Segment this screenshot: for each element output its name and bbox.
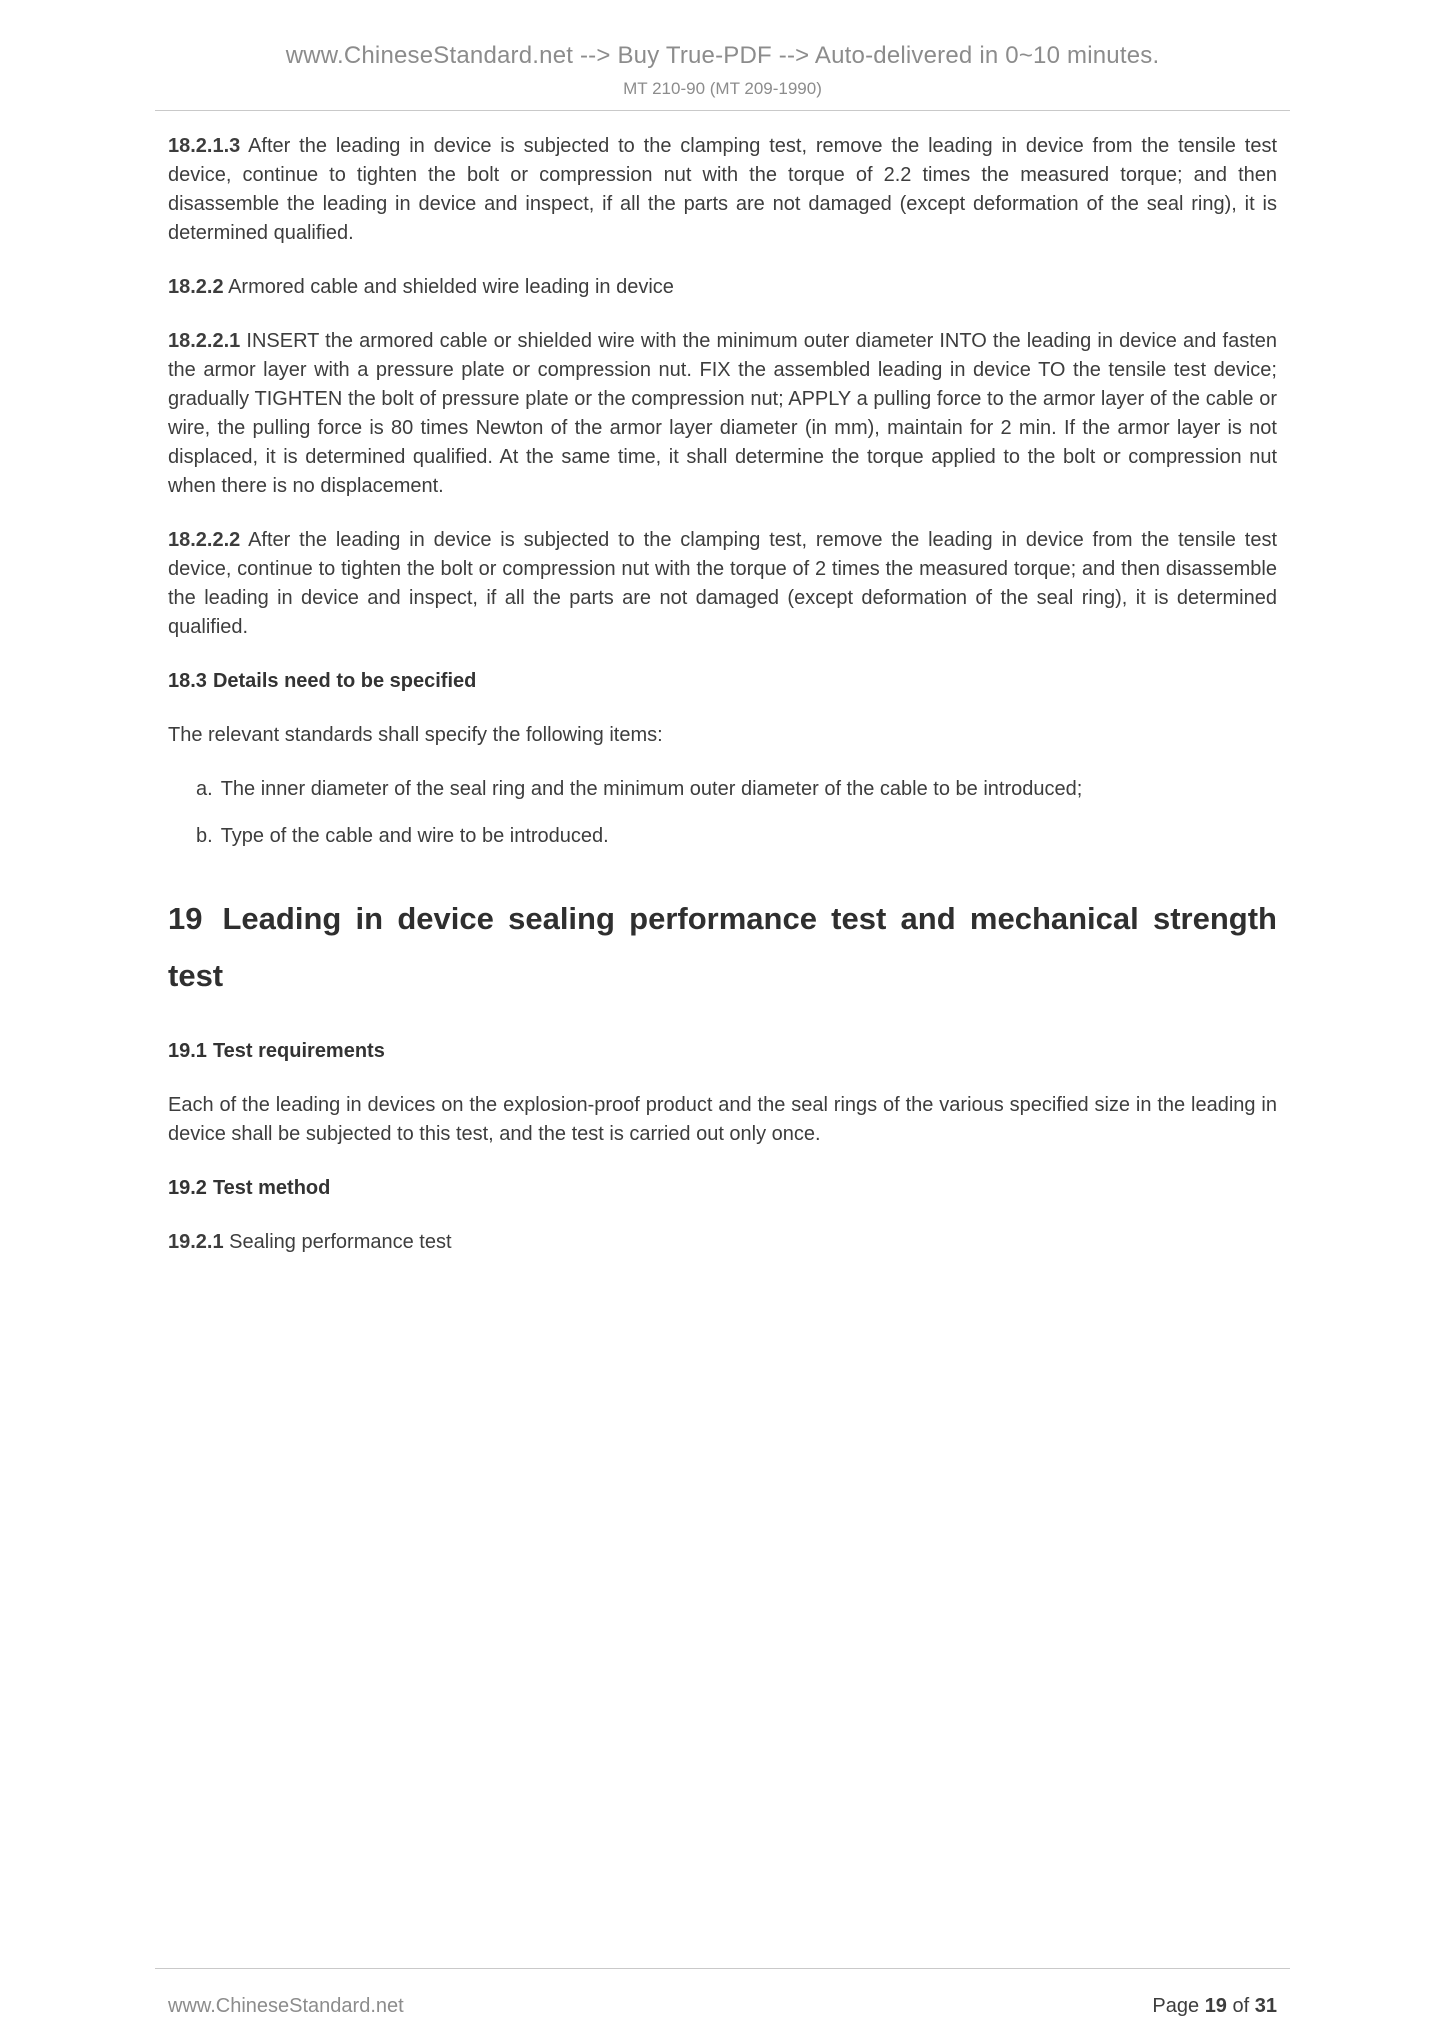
heading-title: Test method <box>212 1177 331 1199</box>
paragraph-intro-items: The relevant standards shall specify the following items: <box>168 724 663 746</box>
clause-text: After the leading in device is subjected to the clamping test, remove the leading in device from the tensile test device, continue to tighten the bolt or compression nut with the torque of 2.2 times the measured torque; and then disassemble the leading in device and inspect, if all the parts are not damaged (except deformation of the seal ring), it is determined qualified. <box>168 135 1278 244</box>
footer-row <box>168 1995 1277 2018</box>
heading-19-1 <box>168 1037 1277 1066</box>
list-marker: b. <box>196 825 213 847</box>
list-item-b <box>196 822 1277 851</box>
paragraph-18-2-1-3 <box>168 132 1277 248</box>
paragraph-19-1-body: Each of the leading in devices on the explosion-proof product and the seal rings of the various specified size in the leading in device shall be subjected to this test, and the test is carried out only once. <box>168 1094 1277 1145</box>
clause-number: 19.2.1 <box>168 1231 224 1253</box>
page-footer <box>0 1968 1445 2018</box>
page-number: 19 <box>1204 1995 1227 2017</box>
heading-title: Test requirements <box>212 1040 385 1062</box>
heading-18-3 <box>168 667 1277 696</box>
clause-text: Sealing performance test <box>229 1231 452 1253</box>
document-content <box>168 111 1277 1257</box>
clause-text: INSERT the armored cable or shielded wire with the minimum outer diameter INTO the leading in device and fasten the armor layer with a pressure plate or compression nut. FIX the assembled leading in device TO the tensile test device; gradually TIGHTEN the bolt of pressure plate or the compression nut; APPLY a pulling force to the armor layer of the cable or wire, the pulling force is 80 times Newton of the armor layer diameter (in mm), maintain for 2 min. If the armor layer is not displaced, it is determined qualified. At the same time, it shall determine the torque applied to the bolt or compression nut when there is no displacement. <box>168 330 1277 497</box>
paragraph-18-2-2-2 <box>168 526 1277 642</box>
page-total: 31 <box>1254 1995 1277 2017</box>
heading-number: 19.1 <box>168 1040 207 1062</box>
list-marker: a. <box>196 778 213 800</box>
list-item-a <box>196 775 1277 804</box>
clause-text: After the leading in device is subjected to the clamping test, remove the leading in device from the tensile test device, continue to tighten the bolt or compression nut with the torque of 2 times the measured torque; and then disassemble the leading in device and inspect, if all the parts are not damaged (except deformation of the seal ring), it is determined qualified. <box>168 529 1278 638</box>
heading-title: Leading in device sealing performance test and mechanical strength test <box>168 901 1277 993</box>
paragraph-18-2-2 <box>168 273 1277 302</box>
heading-19-2 <box>168 1174 1277 1203</box>
document-id: MT 210-90 (MT 209-1990) <box>623 79 822 98</box>
paragraph-18-2-2-1 <box>168 327 1277 501</box>
clause-text: Armored cable and shielded wire leading in device <box>228 276 674 298</box>
paragraph-19-2-1 <box>168 1228 1277 1257</box>
list-text: The inner diameter of the seal ring and the minimum outer diameter of the cable to be introduced; <box>220 778 1083 800</box>
heading-number: 19 <box>168 901 203 936</box>
of-label: of <box>1232 1995 1250 2017</box>
clause-number: 18.2.2.1 <box>168 330 241 352</box>
list-text: Type of the cable and wire to be introduced. <box>220 825 609 847</box>
heading-19 <box>168 890 1277 1004</box>
footer-site-link: www.ChineseStandard.net <box>168 1995 404 2017</box>
clause-number: 18.2.2 <box>168 276 224 298</box>
heading-number: 18.3 <box>168 670 207 692</box>
clause-number: 18.2.2.2 <box>168 529 241 551</box>
heading-number: 19.2 <box>168 1177 207 1199</box>
footer-divider <box>155 1968 1290 1969</box>
header-banner: www.ChineseStandard.net --> Buy True-PDF --> Auto-delivered in 0~10 minutes. <box>285 42 1160 69</box>
page-indicator <box>1152 1995 1277 2018</box>
page-label: Page <box>1152 1995 1200 2017</box>
heading-title: Details need to be specified <box>212 670 477 692</box>
clause-number: 18.2.1.3 <box>168 135 241 157</box>
page-header <box>0 0 1445 111</box>
